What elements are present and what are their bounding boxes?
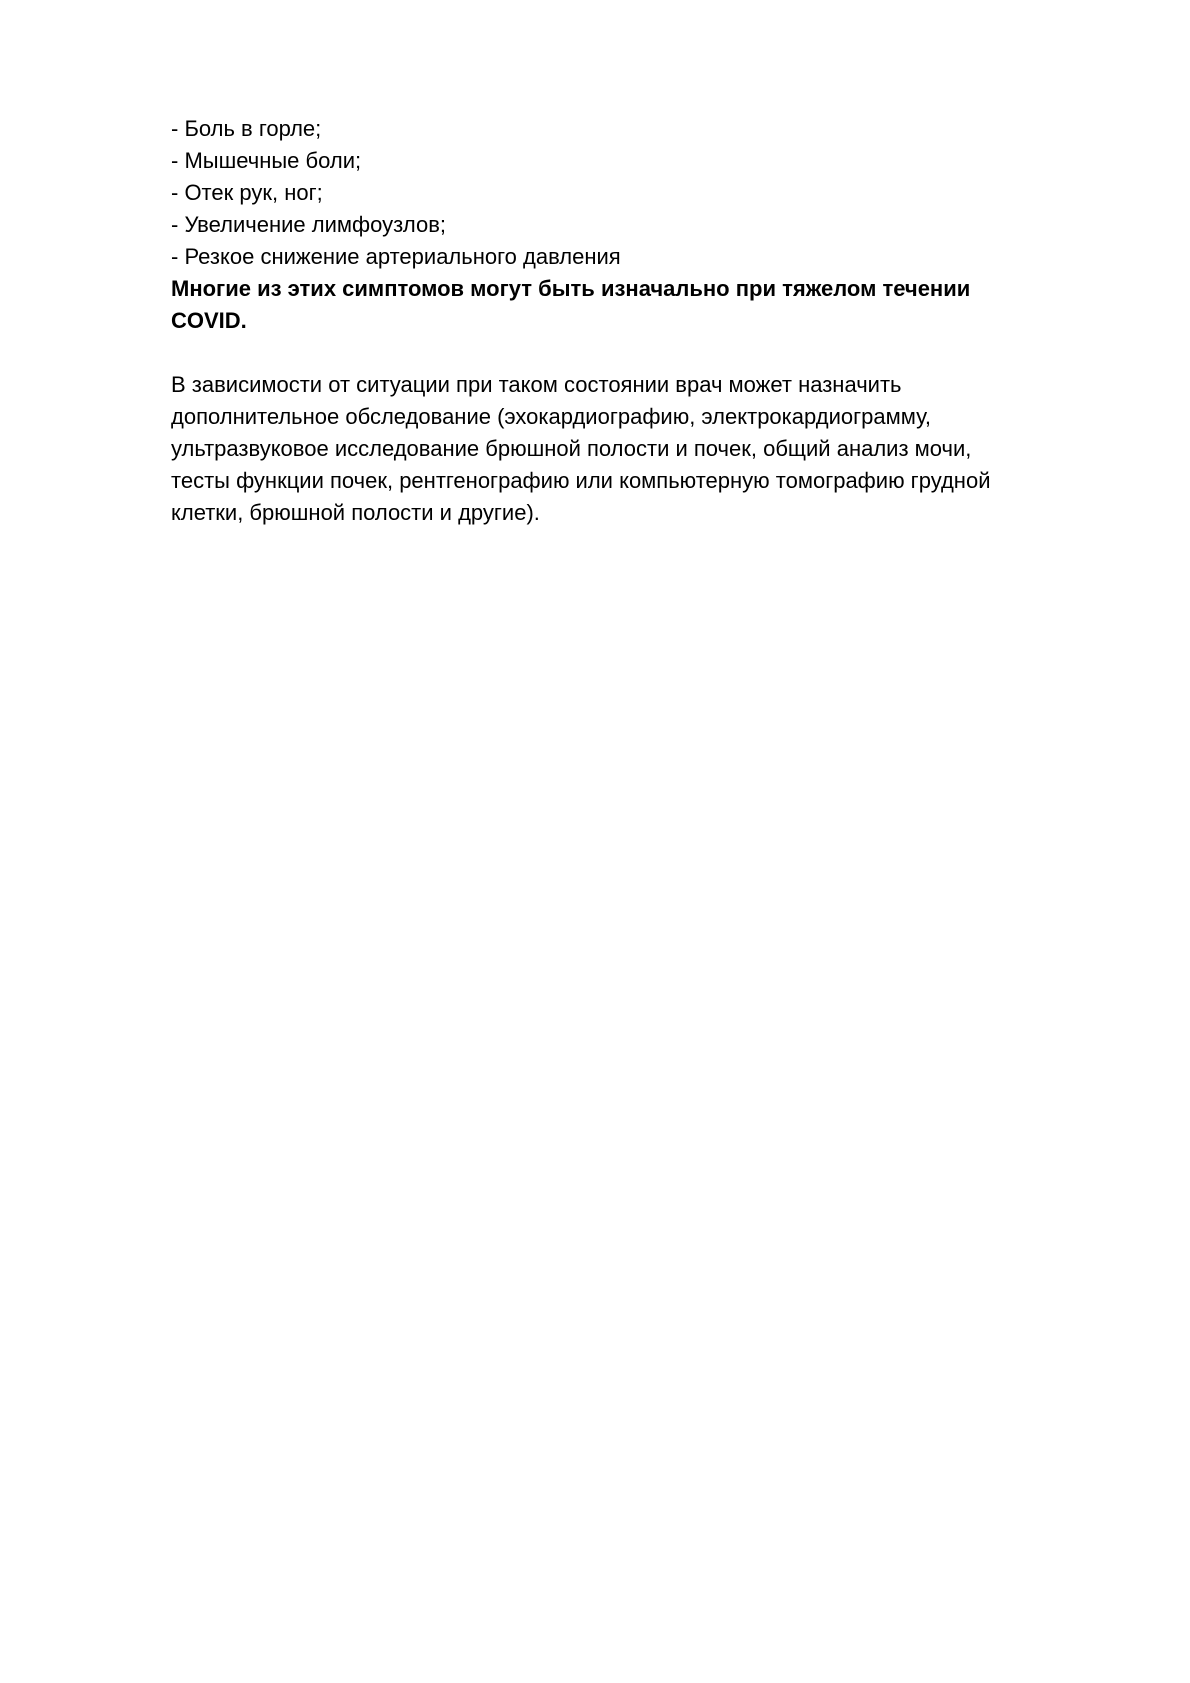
page-content (171, 113, 1091, 529)
list-item: - Боль в горле; (171, 116, 322, 141)
paragraph-line: В зависимости от ситуации при таком состоянии врач может назначить (171, 372, 902, 397)
note-line: Многие из этих симптомов могут быть изначально при тяжелом течении (171, 276, 971, 301)
list-item: - Мышечные боли; (171, 148, 362, 173)
note-line: COVID. (171, 308, 247, 333)
paragraph-line: ультразвуковое исследование брюшной полости и почек, общий анализ мочи, (171, 436, 972, 461)
paragraph-line: тесты функции почек, рентгенографию или компьютерную томографию грудной (171, 468, 991, 493)
list-item: - Отек рук, ног; (171, 180, 323, 205)
paragraph-line: дополнительное обследование (эхокардиографию, электрокардиограмму, (171, 404, 931, 429)
body-paragraph (171, 369, 1091, 529)
list-item: - Увеличение лимфоузлов; (171, 212, 447, 237)
list-item: - Резкое снижение артериального давления (171, 244, 621, 269)
symptom-list (171, 113, 1091, 273)
bold-note (171, 273, 1091, 337)
paragraph-line: клетки, брюшной полости и другие). (171, 500, 540, 525)
